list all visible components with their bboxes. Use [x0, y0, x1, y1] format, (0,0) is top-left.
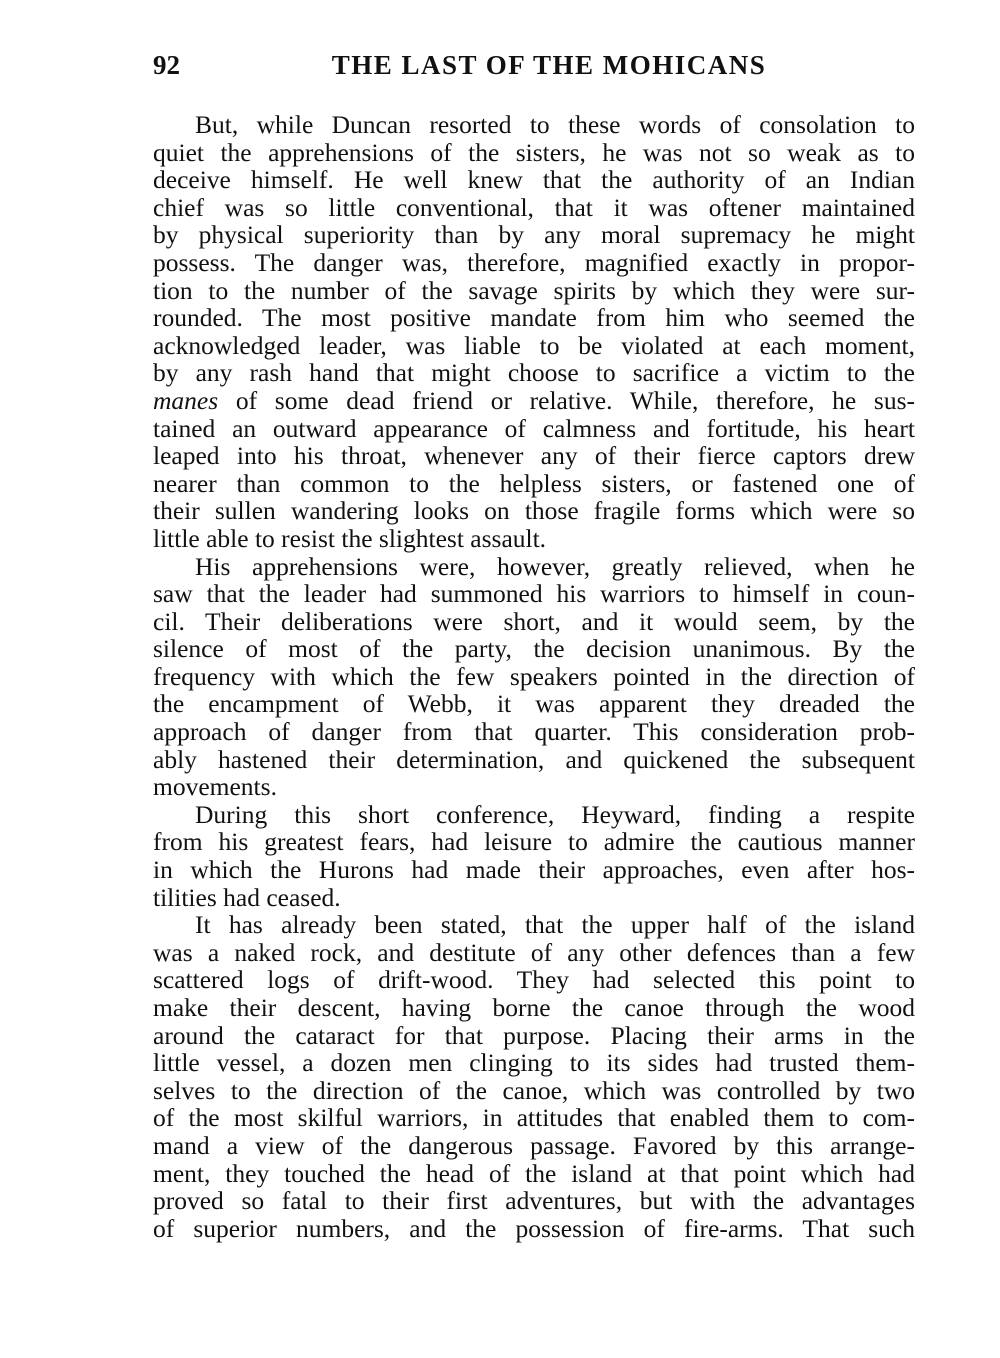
text-line — [153, 553, 915, 581]
text-line — [153, 580, 915, 608]
text-line — [153, 994, 915, 1022]
text-line — [153, 939, 915, 967]
text-line — [153, 801, 915, 829]
text-line — [153, 718, 915, 746]
text-line — [153, 1077, 915, 1105]
text-line — [153, 1160, 915, 1188]
line-text: It has already been stated, that the upper half of the island — [195, 910, 915, 940]
text-line — [153, 415, 915, 443]
text-line — [153, 773, 915, 801]
line-text: little vessel, a dozen men clinging to its sides had trusted them- — [153, 1048, 915, 1078]
line-text: frequency with which the few speakers pointed in the direction of — [153, 661, 915, 691]
line-text: tained an outward appearance of calmness and fortitude, his heart — [153, 413, 915, 443]
line-text: scattered logs of drift-wood. They had selected this point to — [153, 965, 915, 995]
text-line — [153, 111, 915, 139]
text-line — [153, 525, 915, 553]
line-text: by any rash hand that might choose to sacrifice a victim to the — [153, 358, 915, 388]
text-line — [153, 1022, 915, 1050]
running-header — [153, 50, 915, 86]
line-text: by physical superiority than by any moral supremacy he might — [153, 220, 915, 250]
text-line — [153, 387, 915, 415]
text-line — [153, 332, 915, 360]
text-line — [153, 1104, 915, 1132]
text-line — [153, 359, 915, 387]
line-text: His apprehensions were, however, greatly relieved, when he — [195, 551, 915, 581]
line-text: But, while Duncan resorted to these words of consolation to — [195, 110, 915, 139]
line-text: ment, they touched the head of the island at that point which had — [153, 1158, 915, 1188]
line-text: tilities had ceased. — [153, 882, 341, 912]
text-line — [153, 1132, 915, 1160]
line-text: selves to the direction of the canoe, which was controlled by two — [153, 1075, 915, 1105]
line-text: proved so fatal to their first adventures, but with the advantages — [153, 1186, 915, 1216]
text-line — [153, 497, 915, 525]
line-text: ably hastened their determination, and quickened the subsequent — [153, 744, 915, 774]
text-line — [153, 442, 915, 470]
text-line — [153, 856, 915, 884]
text-line — [153, 221, 915, 249]
line-text: make their descent, having borne the canoe through the wood — [153, 993, 915, 1022]
line-text: possess. The danger was, therefore, magnified exactly in propor- — [153, 247, 915, 277]
text-line — [153, 828, 915, 856]
line-text: cil. Their deliberations were short, and it would seem, by the — [153, 606, 915, 636]
line-text: quiet the apprehensions of the sisters, he was not so weak as to — [153, 137, 915, 167]
line-text: little able to resist the slightest assault. — [153, 523, 547, 553]
line-text: movements. — [153, 772, 277, 802]
text-line — [153, 166, 915, 194]
line-text: approach of danger from that quarter. This consideration prob- — [153, 717, 915, 747]
line-text: their sullen wandering looks on those fragile forms which were so — [153, 496, 915, 526]
line-text: in which the Hurons had made their approaches, even after hos- — [153, 855, 915, 885]
text-line — [153, 249, 915, 277]
text-line — [153, 139, 915, 167]
text-line — [153, 470, 915, 498]
line-text: of some dead friend or relative. While, therefore, he sus- — [218, 385, 915, 415]
line-text: leaped into his throat, whenever any of their fierce captors drew — [153, 441, 915, 471]
text-line — [153, 277, 915, 305]
text-line — [153, 690, 915, 718]
text-line — [153, 635, 915, 663]
text-line — [153, 194, 915, 222]
text-line — [153, 608, 915, 636]
line-text: of superior numbers, and the possession of fire-arms. That such — [153, 1213, 915, 1243]
page-number: 92 — [153, 50, 180, 80]
line-text: tion to the number of the savage spirits by which they were sur- — [153, 275, 915, 305]
italic-word: manes — [153, 385, 219, 415]
text-line — [153, 1187, 915, 1215]
text-line — [153, 884, 915, 912]
running-title: THE LAST OF THE MOHICANS — [331, 50, 767, 80]
text-line — [153, 1049, 915, 1077]
page-body — [153, 111, 915, 1242]
text-line — [153, 911, 915, 939]
line-text: chief was so little conventional, that it was oftener maintained — [153, 192, 915, 222]
line-text: rounded. The most positive mandate from him who seemed the — [153, 303, 915, 333]
line-text: acknowledged leader, was liable to be violated at each moment, — [153, 330, 915, 360]
line-text: was a naked rock, and destitute of any other defences than a few — [153, 937, 915, 967]
text-line — [153, 966, 915, 994]
text-line — [153, 663, 915, 691]
line-text: around the cataract for that purpose. Placing their arms in the — [153, 1020, 915, 1050]
line-text: silence of most of the party, the decision unanimous. By the — [153, 634, 915, 664]
line-text: mand a view of the dangerous passage. Favored by this arrange- — [153, 1130, 915, 1160]
text-line — [153, 1215, 915, 1243]
line-text: from his greatest fears, had leisure to admire the cautious manner — [153, 827, 915, 857]
line-text: During this short conference, Heyward, finding a respite — [195, 799, 915, 829]
text-line — [153, 746, 915, 774]
line-text: of the most skilful warriors, in attitudes that enabled them to com- — [153, 1103, 915, 1133]
line-text: nearer than common to the helpless sisters, or fastened one of — [153, 468, 915, 498]
line-text: deceive himself. He well knew that the authority of an Indian — [153, 165, 915, 195]
line-text: saw that the leader had summoned his warriors to himself in coun- — [153, 579, 915, 609]
line-text: the encampment of Webb, it was apparent they dreaded the — [153, 689, 915, 719]
text-line — [153, 304, 915, 332]
